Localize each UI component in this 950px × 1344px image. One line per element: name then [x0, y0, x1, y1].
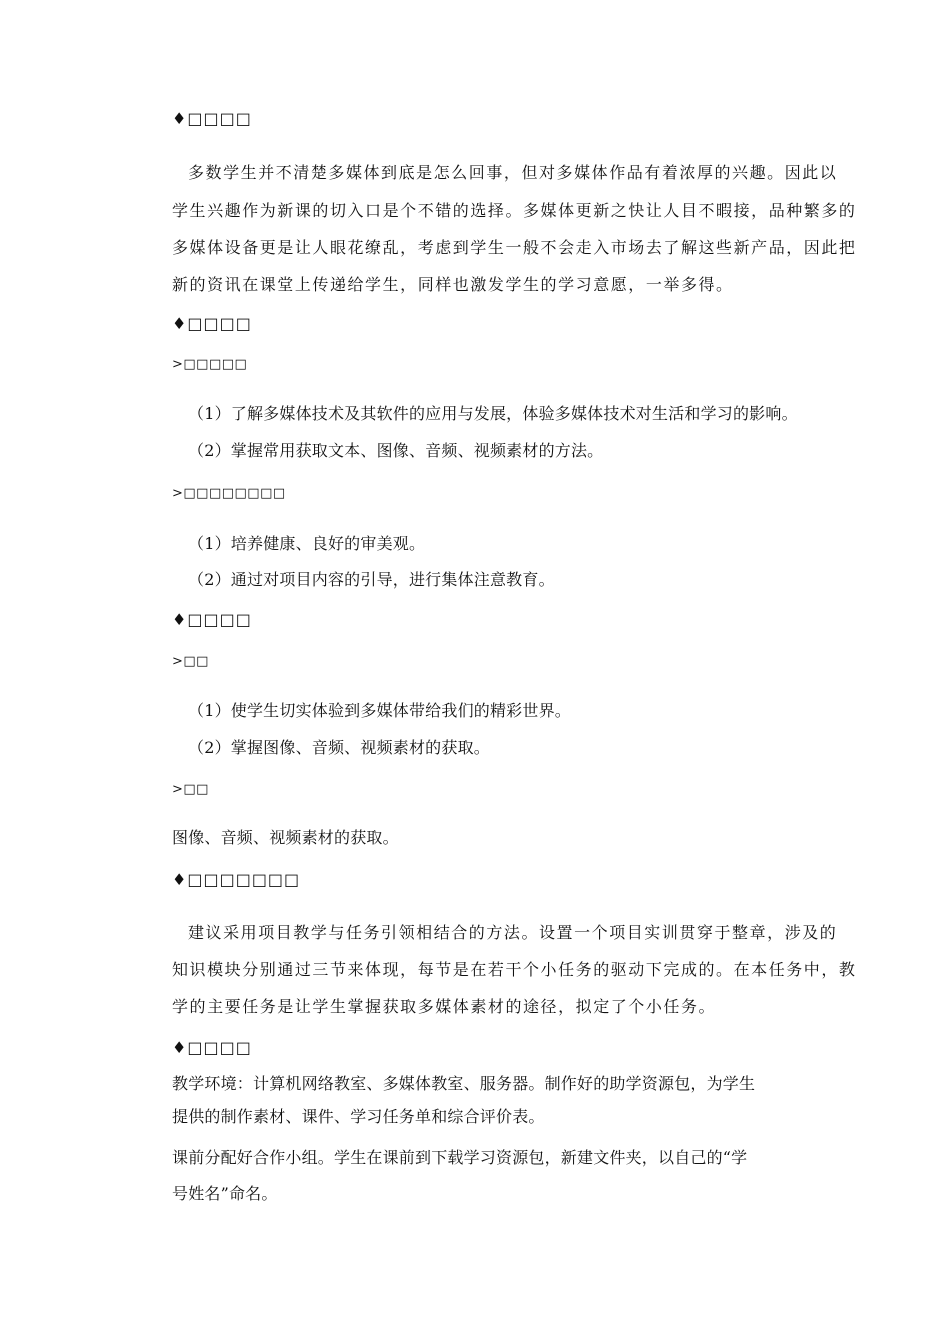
- paragraph-line: 教学环境：计算机网络教室、多媒体教室、服务器。制作好的助学资源包，为学生: [172, 1074, 756, 1093]
- subsection-heading: >□□□□□□□□: [172, 486, 286, 501]
- paragraph-line: 学生兴趣作为新课的切入口是个不错的选择。多媒体更新之快让人目不暇接，品种繁多的: [172, 201, 857, 220]
- list-item: （1）培养健康、良好的审美观。: [188, 534, 426, 553]
- paragraph-line: 知识模块分别通过三节来体现，每节是在若干个小任务的驱动下完成的。在本任务中，教: [172, 960, 857, 979]
- paragraph-line: 号姓名”命名。: [172, 1184, 278, 1203]
- paragraph-line: 建议采用项目教学与任务引领相结合的方法。设置一个项目实训贯穿于整章，涉及的: [188, 923, 838, 942]
- paragraph-line: 学的主要任务是让学生掌握获取多媒体素材的途径，拟定了个小任务。: [172, 997, 717, 1016]
- list-item: （2）掌握图像、音频、视频素材的获取。: [188, 738, 490, 757]
- list-item: （2）通过对项目内容的引导，进行集体注意教育。: [188, 570, 555, 589]
- section-heading: ♦□□□□: [172, 1038, 252, 1057]
- list-item: （2）掌握常用获取文本、图像、音频、视频素材的方法。: [188, 441, 604, 460]
- section-heading: ♦□□□□□□□: [172, 870, 301, 889]
- subsection-heading: >□□: [172, 654, 209, 669]
- paragraph-line: 图像、音频、视频素材的获取。: [172, 828, 399, 847]
- subsection-heading: >□□□□□: [172, 357, 248, 372]
- paragraph-line: 多数学生并不清楚多媒体到底是怎么回事，但对多媒体作品有着浓厚的兴趣。因此以: [188, 163, 838, 182]
- list-item: （1）使学生切实体验到多媒体带给我们的精彩世界。: [188, 701, 571, 720]
- paragraph-line: 课前分配好合作小组。学生在课前到下载学习资源包，新建文件夹，以自己的“学: [172, 1148, 748, 1167]
- section-heading: ♦□□□□: [172, 314, 252, 333]
- paragraph-line: 新的资讯在课堂上传递给学生，同样也激发学生的学习意愿，一举多得。: [172, 275, 734, 294]
- paragraph-line: 多媒体设备更是让人眼花缭乱，考虑到学生一般不会走入市场去了解这些新产品，因此把: [172, 238, 857, 257]
- subsection-heading: >□□: [172, 782, 209, 797]
- section-heading: ♦□□□□: [172, 109, 252, 128]
- list-item: （1）了解多媒体技术及其软件的应用与发展，体验多媒体技术对生活和学习的影响。: [188, 404, 798, 423]
- paragraph-line: 提供的制作素材、课件、学习任务单和综合评价表。: [172, 1107, 545, 1126]
- section-heading: ♦□□□□: [172, 610, 252, 629]
